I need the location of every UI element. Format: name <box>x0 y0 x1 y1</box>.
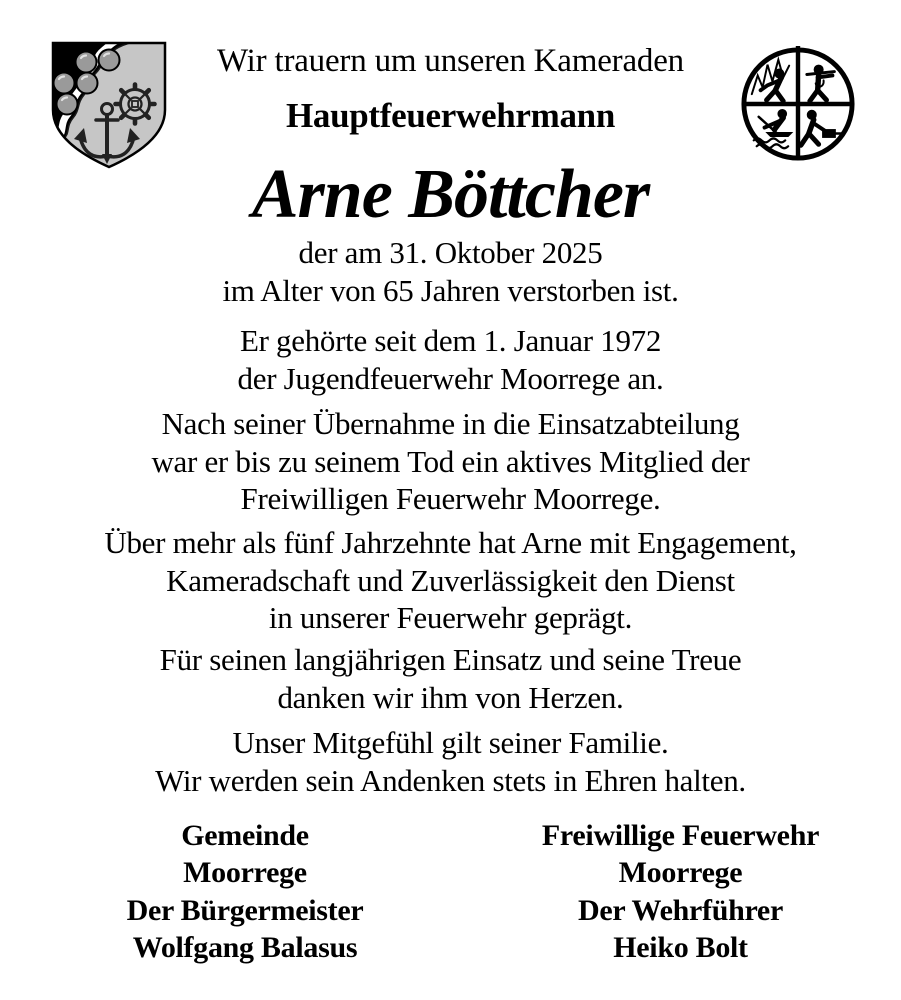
deceased-name: Arne Böttcher <box>251 156 650 233</box>
condolence-paragraph <box>0 724 901 799</box>
paragraph-line: Freiwilligen Feuerwehr Moorrege. <box>240 481 661 516</box>
paragraph-line: Kameradschaft und Zuverlässigkeit den Dienst <box>166 562 735 598</box>
paragraph-line: danken wir ihm von Herzen. <box>277 679 624 715</box>
rank-title: Hauptfeuerwehrmann <box>285 96 616 135</box>
signature-line: Moorrege <box>183 856 307 890</box>
signature-block-feuerwehr <box>460 817 901 966</box>
death-age-line: im Alter von 65 Jahren verstorben ist. <box>222 272 679 308</box>
signature-line: Heiko Bolt <box>613 930 748 964</box>
signature-line: Der Wehrführer <box>578 893 783 927</box>
signature-line: Der Bürgermeister <box>126 893 364 927</box>
thanks-paragraph <box>0 641 901 716</box>
paragraph-line: Für seinen langjährigen Einsatz und seine Treue <box>159 642 742 677</box>
membership-paragraph <box>0 322 901 397</box>
paragraph-line: Wir werden sein Andenken stets in Ehren halten. <box>155 762 746 798</box>
signature-line: Moorrege <box>618 856 743 890</box>
paragraph-line: Unser Mitgefühl gilt seiner Familie. <box>232 725 669 760</box>
signature-line: Freiwillige Feuerwehr <box>541 819 820 852</box>
signature-block-gemeinde <box>20 817 470 966</box>
signature-line: Wolfgang Balasus <box>132 930 358 964</box>
paragraph-line: Über mehr als fünf Jahrzehnte hat Arne mit Engagement, <box>104 525 797 560</box>
signature-line: Gemeinde <box>181 819 309 852</box>
intro-line: Wir trauern um unseren Kameraden <box>217 43 684 79</box>
paragraph-line: Nach seiner Übernahme in die Einsatzabteilung <box>161 406 740 441</box>
death-info-paragraph <box>0 234 901 309</box>
paragraph-line: war er bis zu seinem Tod ein aktives Mitglied der <box>151 443 750 479</box>
paragraph-line: Er gehörte seit dem 1. Januar 1972 <box>239 323 662 358</box>
death-date-line: der am 31. Oktober 2025 <box>298 235 603 270</box>
dedication-paragraph <box>0 524 901 637</box>
paragraph-line: in unserer Feuerwehr geprägt. <box>268 600 633 635</box>
service-paragraph <box>0 405 901 518</box>
paragraph-line: der Jugendfeuerwehr Moorrege an. <box>237 360 664 396</box>
